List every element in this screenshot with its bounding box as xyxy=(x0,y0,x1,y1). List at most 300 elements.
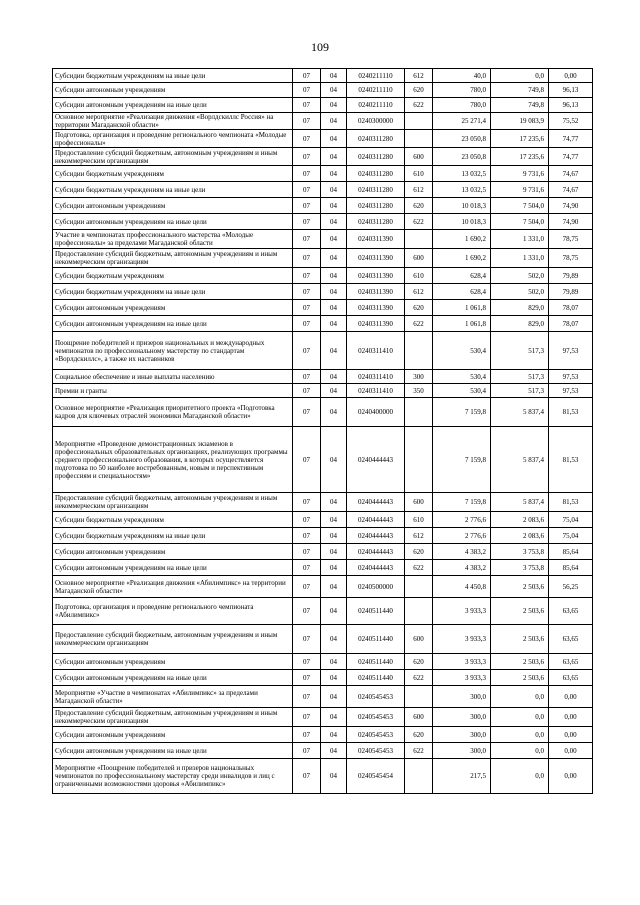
cell-section: 07 xyxy=(293,654,321,670)
cell-section: 07 xyxy=(293,300,321,316)
cell-target-code: 0240444443 xyxy=(347,427,405,493)
cell-expense-type xyxy=(405,230,433,249)
cell-name: Субсидии автономным учреждениям xyxy=(53,654,293,670)
cell-planned: 1 690,2 xyxy=(433,249,491,268)
cell-planned: 1 061,8 xyxy=(433,316,491,332)
cell-name: Мероприятие «Поощрение победителей и призеров национальных чемпионатов по профессиональному мастерству среди инвалидов и лиц с ограниченными возможностями здоровья «Абилимпикс» xyxy=(53,759,293,794)
cell-subsection: 04 xyxy=(321,686,347,708)
cell-percent: 0,00 xyxy=(549,759,593,794)
cell-name: Субсидии автономным учреждениям на иные цели xyxy=(53,98,293,113)
table-row xyxy=(53,528,593,544)
cell-subsection: 04 xyxy=(321,98,347,113)
table-row xyxy=(53,130,593,148)
cell-section: 07 xyxy=(293,332,321,370)
cell-expense-type: 612 xyxy=(405,528,433,544)
cell-name: Субсидии автономным учреждениям xyxy=(53,727,293,743)
cell-expense-type: 622 xyxy=(405,316,433,332)
cell-expense-type xyxy=(405,598,433,625)
cell-name: Основное мероприятие «Реализация приоритетного проекта «Подготовка кадров для ключевых отраслей экономики Магаданской области» xyxy=(53,398,293,427)
cell-section: 07 xyxy=(293,198,321,214)
cell-expense-type: 610 xyxy=(405,268,433,284)
cell-expense-type: 622 xyxy=(405,670,433,686)
cell-subsection: 04 xyxy=(321,370,347,384)
cell-section: 07 xyxy=(293,625,321,654)
cell-executed: 17 235,6 xyxy=(491,148,549,166)
cell-section: 07 xyxy=(293,598,321,625)
cell-executed: 1 331,0 xyxy=(491,249,549,268)
cell-target-code: 0240545453 xyxy=(347,686,405,708)
cell-name: Предоставление субсидий бюджетным, автономным учреждениям и иным некоммерческим организациям xyxy=(53,708,293,727)
cell-name: Субсидии автономным учреждениям xyxy=(53,198,293,214)
cell-name: Основное мероприятие «Реализация движения «Абилимпикс» на территории Магаданской области» xyxy=(53,576,293,598)
cell-planned: 10 018,3 xyxy=(433,214,491,230)
cell-percent: 81,53 xyxy=(549,427,593,493)
cell-planned: 217,5 xyxy=(433,759,491,794)
cell-target-code: 0240511440 xyxy=(347,598,405,625)
table-row xyxy=(53,686,593,708)
table-row xyxy=(53,398,593,427)
cell-target-code: 0240444443 xyxy=(347,512,405,528)
cell-executed: 502,0 xyxy=(491,268,549,284)
cell-expense-type: 622 xyxy=(405,214,433,230)
cell-expense-type xyxy=(405,332,433,370)
cell-target-code: 0240545453 xyxy=(347,743,405,759)
cell-target-code: 0240211110 xyxy=(347,83,405,98)
cell-planned: 4 383,2 xyxy=(433,544,491,560)
cell-planned: 7 159,8 xyxy=(433,493,491,512)
cell-expense-type: 620 xyxy=(405,198,433,214)
cell-subsection: 04 xyxy=(321,166,347,182)
cell-percent: 63,65 xyxy=(549,625,593,654)
cell-name: Субсидии автономным учреждениям xyxy=(53,83,293,98)
cell-percent: 0,00 xyxy=(549,743,593,759)
page-number: 109 xyxy=(311,40,329,54)
cell-name: Субсидии автономным учреждениям на иные цели xyxy=(53,743,293,759)
cell-planned: 530,4 xyxy=(433,370,491,384)
cell-percent: 85,64 xyxy=(549,544,593,560)
cell-planned: 10 018,3 xyxy=(433,198,491,214)
cell-subsection: 04 xyxy=(321,182,347,198)
cell-planned: 7 159,8 xyxy=(433,427,491,493)
cell-target-code: 0240311280 xyxy=(347,130,405,148)
table-row xyxy=(53,654,593,670)
cell-executed: 517,3 xyxy=(491,370,549,384)
cell-executed: 2 083,6 xyxy=(491,512,549,528)
cell-planned: 300,0 xyxy=(433,708,491,727)
cell-name: Субсидии бюджетным учреждениям xyxy=(53,512,293,528)
cell-executed: 5 837,4 xyxy=(491,398,549,427)
cell-percent: 63,65 xyxy=(549,654,593,670)
cell-percent: 78,75 xyxy=(549,249,593,268)
cell-planned: 3 933,3 xyxy=(433,598,491,625)
cell-planned: 40,0 xyxy=(433,69,491,83)
cell-target-code: 0240311280 xyxy=(347,148,405,166)
cell-expense-type xyxy=(405,576,433,598)
table-body xyxy=(53,69,593,794)
cell-subsection: 04 xyxy=(321,214,347,230)
table-row xyxy=(53,198,593,214)
table-row xyxy=(53,759,593,794)
table-row xyxy=(53,69,593,83)
cell-executed: 517,3 xyxy=(491,332,549,370)
cell-expense-type: 350 xyxy=(405,384,433,398)
cell-name: Подготовка, организация и проведение регионального чемпионата «Молодые профессионалы» xyxy=(53,130,293,148)
cell-subsection: 04 xyxy=(321,384,347,398)
cell-percent: 0,00 xyxy=(549,708,593,727)
cell-executed: 749,8 xyxy=(491,98,549,113)
cell-target-code: 0240545454 xyxy=(347,759,405,794)
cell-name: Субсидии бюджетным учреждениям xyxy=(53,166,293,182)
cell-planned: 530,4 xyxy=(433,384,491,398)
cell-name: Субсидии бюджетным учреждениям xyxy=(53,268,293,284)
cell-executed: 17 235,6 xyxy=(491,130,549,148)
cell-name: Субсидии автономным учреждениям на иные цели xyxy=(53,560,293,576)
cell-section: 07 xyxy=(293,83,321,98)
cell-executed: 2 503,6 xyxy=(491,654,549,670)
cell-executed: 0,0 xyxy=(491,727,549,743)
cell-executed: 517,3 xyxy=(491,384,549,398)
cell-executed: 0,0 xyxy=(491,743,549,759)
cell-planned: 4 450,8 xyxy=(433,576,491,598)
cell-executed: 829,0 xyxy=(491,316,549,332)
cell-expense-type xyxy=(405,130,433,148)
cell-name: Субсидии автономным учреждениям на иные цели xyxy=(53,316,293,332)
table-row xyxy=(53,598,593,625)
cell-section: 07 xyxy=(293,316,321,332)
cell-executed: 5 837,4 xyxy=(491,493,549,512)
cell-section: 07 xyxy=(293,576,321,598)
cell-percent: 56,25 xyxy=(549,576,593,598)
cell-subsection: 04 xyxy=(321,230,347,249)
cell-percent: 0,00 xyxy=(549,69,593,83)
cell-executed: 7 504,0 xyxy=(491,214,549,230)
table-row xyxy=(53,670,593,686)
cell-section: 07 xyxy=(293,427,321,493)
cell-planned: 2 776,6 xyxy=(433,528,491,544)
table-row xyxy=(53,284,593,300)
cell-executed: 829,0 xyxy=(491,300,549,316)
cell-target-code: 0240311280 xyxy=(347,198,405,214)
cell-target-code: 0240311410 xyxy=(347,332,405,370)
cell-name: Предоставление субсидий бюджетным, автономным учреждениям и иным некоммерческим организациям xyxy=(53,249,293,268)
cell-percent: 74,67 xyxy=(549,166,593,182)
cell-target-code: 0240511440 xyxy=(347,654,405,670)
cell-planned: 7 159,8 xyxy=(433,398,491,427)
cell-executed: 19 083,9 xyxy=(491,113,549,130)
cell-planned: 1 061,8 xyxy=(433,300,491,316)
cell-target-code: 0240545453 xyxy=(347,708,405,727)
cell-expense-type: 620 xyxy=(405,300,433,316)
table-row xyxy=(53,300,593,316)
cell-expense-type: 600 xyxy=(405,708,433,727)
table-row xyxy=(53,98,593,113)
cell-expense-type: 622 xyxy=(405,743,433,759)
cell-subsection: 04 xyxy=(321,427,347,493)
cell-percent: 75,04 xyxy=(549,528,593,544)
cell-section: 07 xyxy=(293,686,321,708)
cell-expense-type: 612 xyxy=(405,69,433,83)
cell-percent: 74,67 xyxy=(549,182,593,198)
cell-expense-type: 610 xyxy=(405,512,433,528)
cell-section: 07 xyxy=(293,148,321,166)
table-row xyxy=(53,316,593,332)
cell-expense-type xyxy=(405,398,433,427)
cell-expense-type: 612 xyxy=(405,284,433,300)
cell-expense-type: 620 xyxy=(405,654,433,670)
cell-planned: 530,4 xyxy=(433,332,491,370)
cell-subsection: 04 xyxy=(321,727,347,743)
cell-planned: 300,0 xyxy=(433,727,491,743)
cell-planned: 300,0 xyxy=(433,743,491,759)
cell-target-code: 0240311280 xyxy=(347,182,405,198)
cell-name: Субсидии автономным учреждениям xyxy=(53,544,293,560)
cell-planned: 1 690,2 xyxy=(433,230,491,249)
cell-subsection: 04 xyxy=(321,708,347,727)
cell-subsection: 04 xyxy=(321,544,347,560)
cell-name: Предоставление субсидий бюджетным, автономным учреждениям и иным некоммерческим организациям xyxy=(53,148,293,166)
cell-executed: 0,0 xyxy=(491,708,549,727)
cell-executed: 2 503,6 xyxy=(491,576,549,598)
cell-percent: 81,53 xyxy=(549,493,593,512)
cell-planned: 23 050,8 xyxy=(433,148,491,166)
cell-executed: 0,0 xyxy=(491,759,549,794)
cell-name: Премии и гранты xyxy=(53,384,293,398)
cell-section: 07 xyxy=(293,528,321,544)
cell-name: Субсидии автономным учреждениям на иные цели xyxy=(53,670,293,686)
cell-section: 07 xyxy=(293,708,321,727)
cell-expense-type: 612 xyxy=(405,182,433,198)
cell-executed: 7 504,0 xyxy=(491,198,549,214)
cell-section: 07 xyxy=(293,759,321,794)
cell-target-code: 0240511440 xyxy=(347,670,405,686)
cell-subsection: 04 xyxy=(321,759,347,794)
cell-section: 07 xyxy=(293,398,321,427)
cell-subsection: 04 xyxy=(321,560,347,576)
cell-subsection: 04 xyxy=(321,268,347,284)
cell-name: Основное мероприятие «Реализация движения «Ворлдскиллс Россия» на территории Магаданской области» xyxy=(53,113,293,130)
cell-expense-type: 620 xyxy=(405,83,433,98)
cell-percent: 97,53 xyxy=(549,370,593,384)
cell-percent: 78,07 xyxy=(549,300,593,316)
cell-name: Социальное обеспечение и иные выплаты населению xyxy=(53,370,293,384)
cell-expense-type xyxy=(405,686,433,708)
cell-executed: 749,8 xyxy=(491,83,549,98)
cell-target-code: 0240311390 xyxy=(347,249,405,268)
cell-section: 07 xyxy=(293,727,321,743)
cell-percent: 97,53 xyxy=(549,332,593,370)
cell-subsection: 04 xyxy=(321,598,347,625)
cell-name: Мероприятие «Участие в чемпионатах «Абилимпикс» за пределами Магаданской области» xyxy=(53,686,293,708)
cell-target-code: 0240311410 xyxy=(347,370,405,384)
cell-subsection: 04 xyxy=(321,512,347,528)
cell-name: Предоставление субсидий бюджетным, автономным учреждениям и иным некоммерческим организациям xyxy=(53,493,293,512)
cell-target-code: 0240511440 xyxy=(347,625,405,654)
table-row xyxy=(53,727,593,743)
table-row xyxy=(53,148,593,166)
cell-name: Предоставление субсидий бюджетным, автономным учреждениям и иным некоммерческим организациям xyxy=(53,625,293,654)
cell-target-code: 0240300000 xyxy=(347,113,405,130)
cell-executed: 0,0 xyxy=(491,69,549,83)
cell-section: 07 xyxy=(293,230,321,249)
cell-subsection: 04 xyxy=(321,69,347,83)
cell-expense-type: 600 xyxy=(405,625,433,654)
cell-target-code: 0240311280 xyxy=(347,166,405,182)
cell-subsection: 04 xyxy=(321,316,347,332)
cell-subsection: 04 xyxy=(321,398,347,427)
table-row xyxy=(53,332,593,370)
cell-subsection: 04 xyxy=(321,528,347,544)
cell-target-code: 0240211110 xyxy=(347,98,405,113)
cell-target-code: 0240311280 xyxy=(347,214,405,230)
cell-subsection: 04 xyxy=(321,670,347,686)
cell-section: 07 xyxy=(293,560,321,576)
cell-subsection: 04 xyxy=(321,493,347,512)
table-row xyxy=(53,576,593,598)
cell-section: 07 xyxy=(293,98,321,113)
cell-planned: 3 933,3 xyxy=(433,670,491,686)
cell-percent: 75,04 xyxy=(549,512,593,528)
cell-planned: 3 933,3 xyxy=(433,625,491,654)
cell-name: Участие в чемпионатах профессионального мастерства «Молодые профессионалы» за пределами Магаданской области xyxy=(53,230,293,249)
cell-target-code: 0240211110 xyxy=(347,69,405,83)
cell-planned: 628,4 xyxy=(433,268,491,284)
table-row xyxy=(53,493,593,512)
cell-planned: 2 776,6 xyxy=(433,512,491,528)
cell-percent: 74,77 xyxy=(549,148,593,166)
cell-planned: 4 383,2 xyxy=(433,560,491,576)
cell-planned: 13 032,5 xyxy=(433,166,491,182)
table-row xyxy=(53,370,593,384)
cell-section: 07 xyxy=(293,113,321,130)
cell-expense-type: 622 xyxy=(405,560,433,576)
cell-name: Субсидии бюджетным учреждениям на иные цели xyxy=(53,182,293,198)
cell-percent: 0,00 xyxy=(549,686,593,708)
cell-executed: 2 503,6 xyxy=(491,625,549,654)
cell-executed: 2 503,6 xyxy=(491,598,549,625)
cell-percent: 97,53 xyxy=(549,384,593,398)
table-row xyxy=(53,427,593,493)
cell-executed: 2 083,6 xyxy=(491,528,549,544)
table-row xyxy=(53,743,593,759)
cell-name: Субсидии автономным учреждениям на иные цели xyxy=(53,214,293,230)
cell-subsection: 04 xyxy=(321,284,347,300)
cell-percent: 78,75 xyxy=(549,230,593,249)
cell-expense-type: 600 xyxy=(405,249,433,268)
cell-target-code: 0240311390 xyxy=(347,284,405,300)
table-row xyxy=(53,512,593,528)
cell-target-code: 0240400000 xyxy=(347,398,405,427)
cell-section: 07 xyxy=(293,284,321,300)
cell-section: 07 xyxy=(293,249,321,268)
table-row xyxy=(53,625,593,654)
cell-expense-type xyxy=(405,113,433,130)
cell-expense-type: 600 xyxy=(405,493,433,512)
cell-expense-type: 622 xyxy=(405,98,433,113)
cell-subsection: 04 xyxy=(321,300,347,316)
cell-executed: 0,0 xyxy=(491,686,549,708)
table-row xyxy=(53,113,593,130)
cell-executed: 2 503,6 xyxy=(491,670,549,686)
cell-target-code: 0240311390 xyxy=(347,268,405,284)
cell-target-code: 0240500000 xyxy=(347,576,405,598)
cell-section: 07 xyxy=(293,384,321,398)
cell-percent: 74,90 xyxy=(549,214,593,230)
cell-planned: 23 050,8 xyxy=(433,130,491,148)
cell-expense-type xyxy=(405,427,433,493)
cell-percent: 0,00 xyxy=(549,727,593,743)
cell-percent: 96,13 xyxy=(549,98,593,113)
cell-percent: 74,90 xyxy=(549,198,593,214)
cell-percent: 81,53 xyxy=(549,398,593,427)
cell-expense-type: 300 xyxy=(405,370,433,384)
cell-name: Субсидии бюджетным учреждениям на иные цели xyxy=(53,284,293,300)
cell-name: Мероприятие «Проведение демонстрационных экзаменов в профессиональных образовательных организациях, реализующих программы среднего профессионального образования, в которых осуществляется подготовка по 50 наиболее востребованным, новым и перспективным профессиям и специальностям» xyxy=(53,427,293,493)
table-row xyxy=(53,384,593,398)
cell-section: 07 xyxy=(293,268,321,284)
cell-executed: 3 753,8 xyxy=(491,560,549,576)
cell-planned: 780,0 xyxy=(433,83,491,98)
table-row xyxy=(53,214,593,230)
cell-subsection: 04 xyxy=(321,130,347,148)
cell-planned: 13 032,5 xyxy=(433,182,491,198)
cell-section: 07 xyxy=(293,544,321,560)
cell-percent: 75,52 xyxy=(549,113,593,130)
cell-expense-type: 600 xyxy=(405,148,433,166)
cell-percent: 78,07 xyxy=(549,316,593,332)
cell-target-code: 0240311390 xyxy=(347,316,405,332)
cell-target-code: 0240444443 xyxy=(347,560,405,576)
cell-name: Субсидии автономным учреждениям xyxy=(53,300,293,316)
cell-section: 07 xyxy=(293,182,321,198)
cell-section: 07 xyxy=(293,670,321,686)
table-row xyxy=(53,182,593,198)
cell-section: 07 xyxy=(293,370,321,384)
cell-name: Субсидии бюджетным учреждениям на иные цели xyxy=(53,528,293,544)
cell-section: 07 xyxy=(293,512,321,528)
cell-subsection: 04 xyxy=(321,332,347,370)
cell-expense-type: 610 xyxy=(405,166,433,182)
table-row xyxy=(53,560,593,576)
cell-section: 07 xyxy=(293,69,321,83)
cell-percent: 63,65 xyxy=(549,598,593,625)
cell-expense-type: 620 xyxy=(405,727,433,743)
cell-planned: 25 271,4 xyxy=(433,113,491,130)
cell-name: Субсидии бюджетным учреждениям на иные цели xyxy=(53,69,293,83)
cell-target-code: 0240444443 xyxy=(347,493,405,512)
cell-executed: 1 331,0 xyxy=(491,230,549,249)
table-row xyxy=(53,230,593,249)
cell-subsection: 04 xyxy=(321,625,347,654)
cell-section: 07 xyxy=(293,214,321,230)
budget-table xyxy=(52,68,593,794)
cell-percent: 79,89 xyxy=(549,284,593,300)
cell-subsection: 04 xyxy=(321,113,347,130)
cell-target-code: 0240444443 xyxy=(347,544,405,560)
table-row xyxy=(53,708,593,727)
cell-planned: 780,0 xyxy=(433,98,491,113)
cell-executed: 5 837,4 xyxy=(491,427,549,493)
cell-target-code: 0240444443 xyxy=(347,528,405,544)
cell-executed: 502,0 xyxy=(491,284,549,300)
cell-expense-type: 620 xyxy=(405,544,433,560)
cell-percent: 63,65 xyxy=(549,670,593,686)
cell-target-code: 0240545453 xyxy=(347,727,405,743)
cell-expense-type xyxy=(405,759,433,794)
cell-target-code: 0240311390 xyxy=(347,230,405,249)
cell-percent: 79,89 xyxy=(549,268,593,284)
table-row xyxy=(53,544,593,560)
cell-executed: 3 753,8 xyxy=(491,544,549,560)
